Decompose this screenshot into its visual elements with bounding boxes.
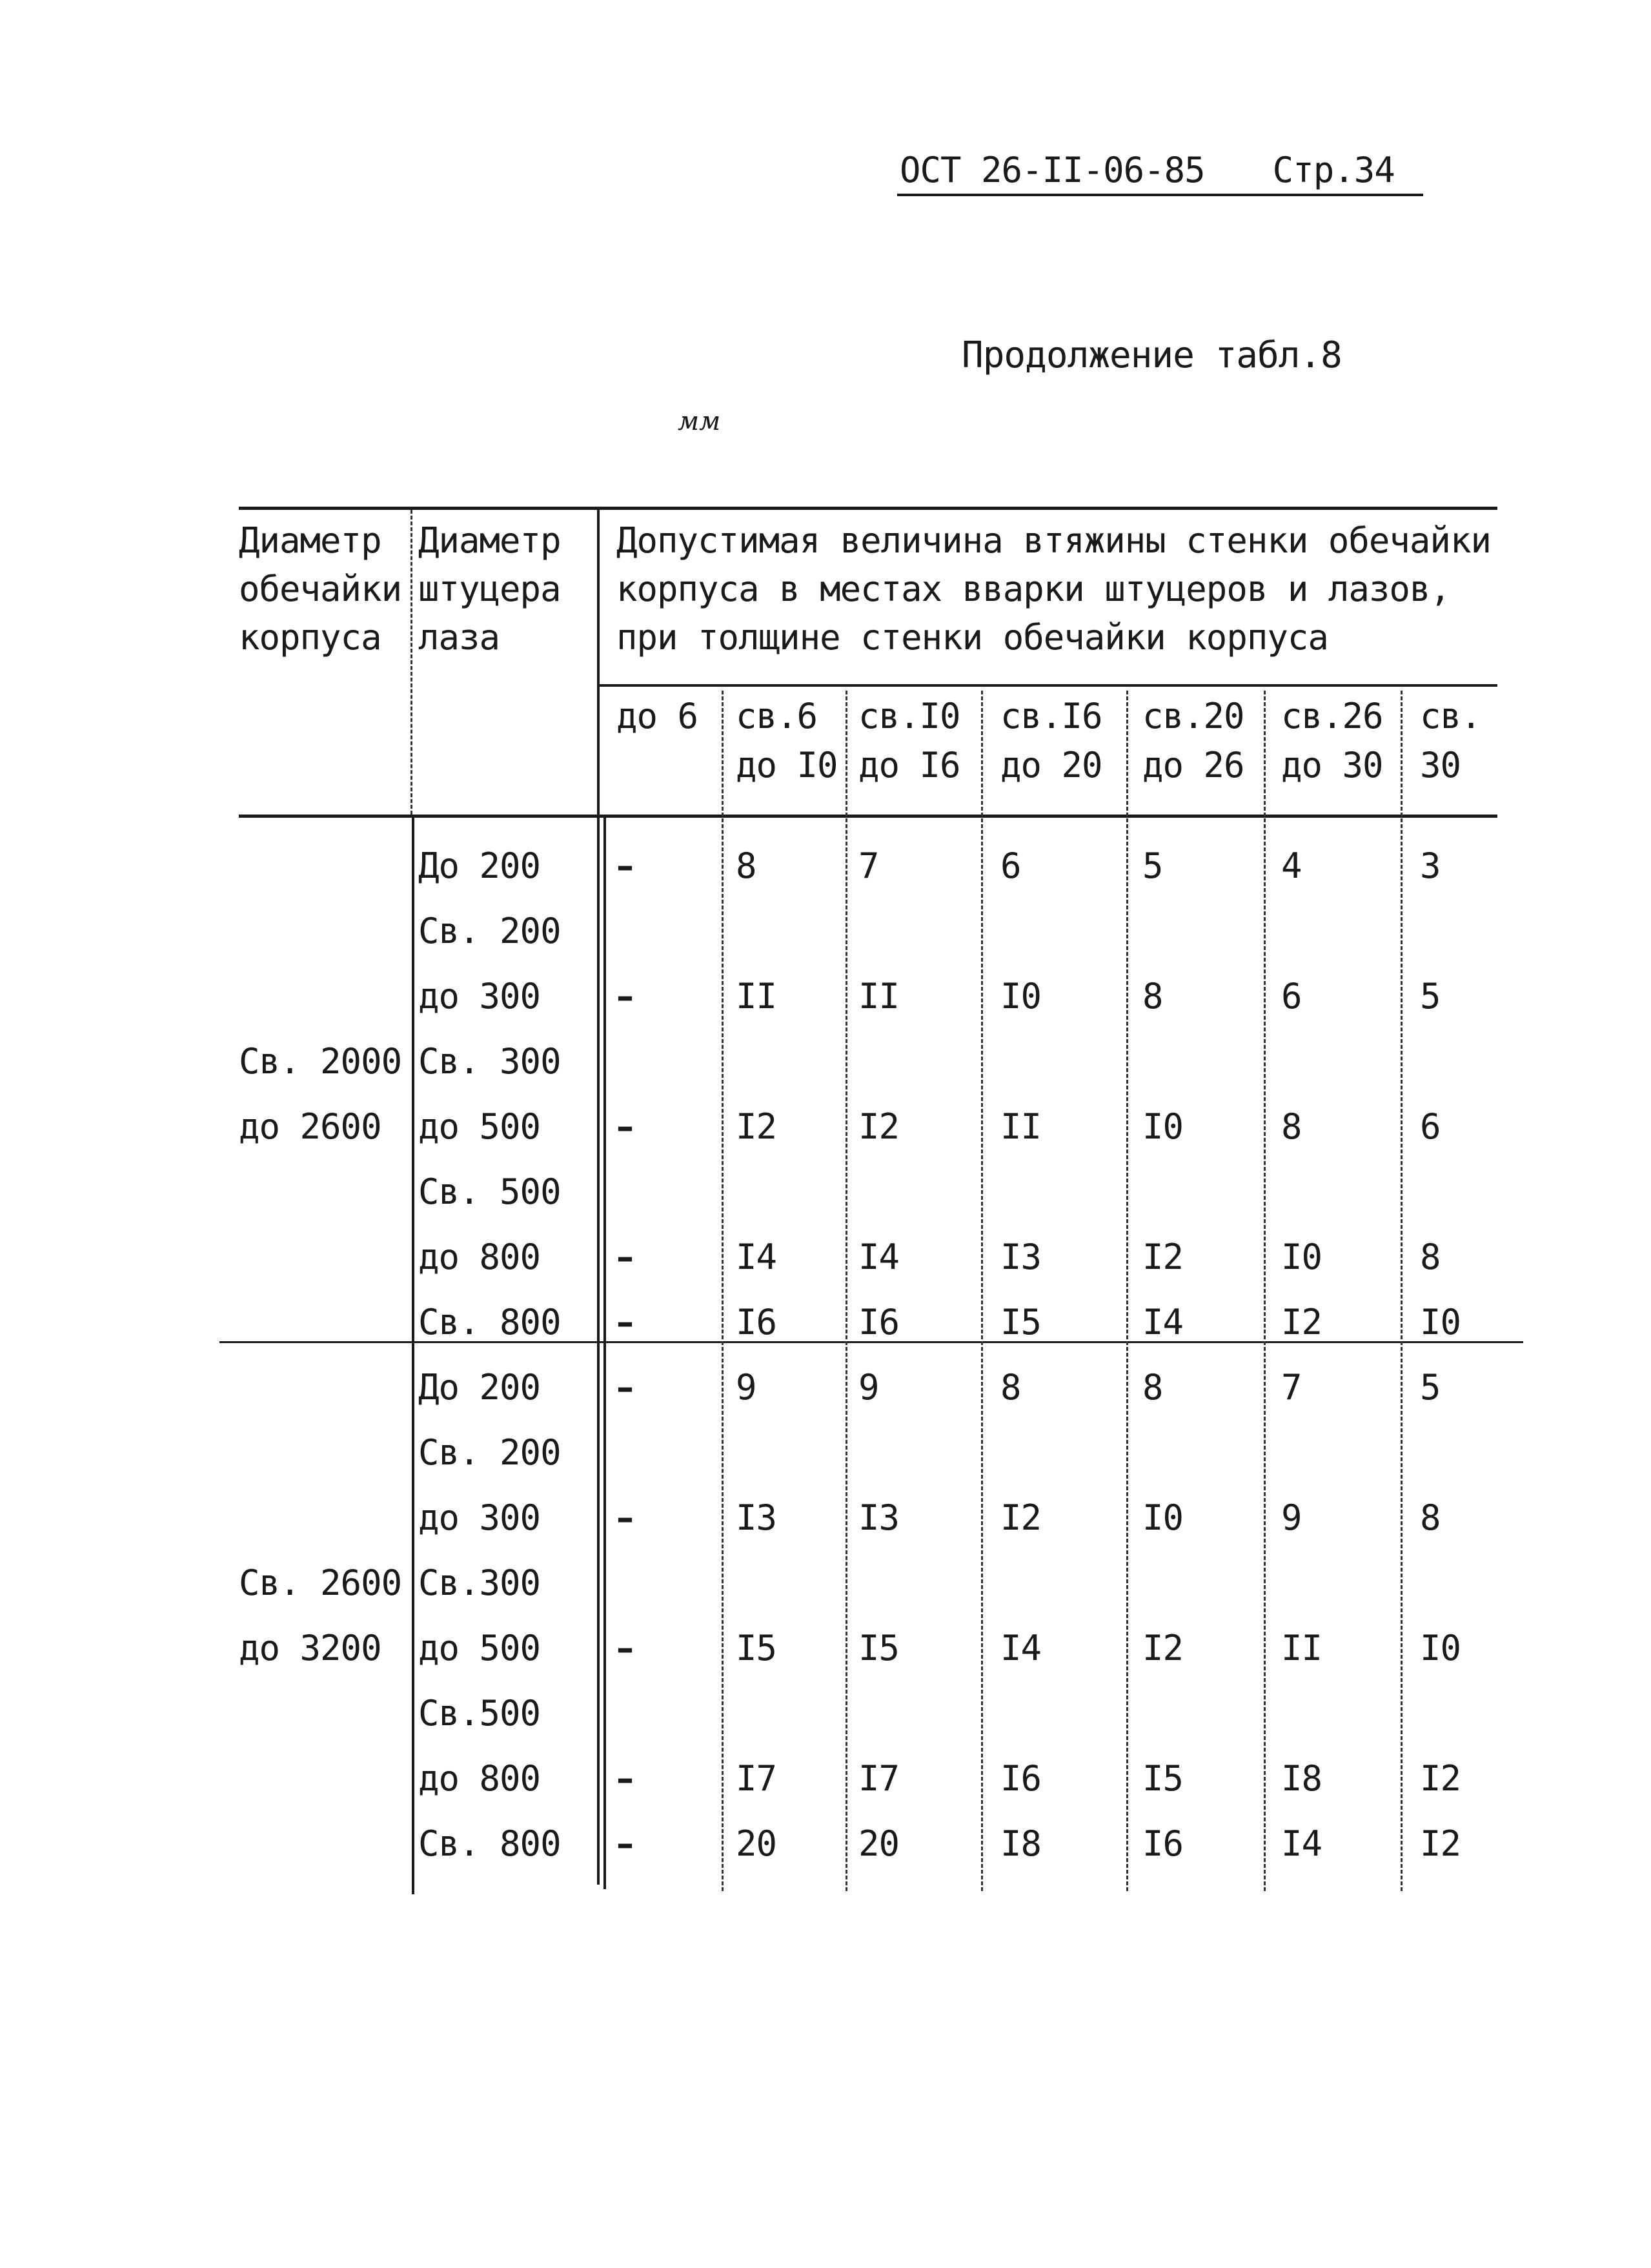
table-cell-g2-r5-c4: I8	[1000, 1823, 1042, 1864]
table-cell-g2-r4-c6: I8	[1281, 1758, 1322, 1799]
nozzle-diameter-g1-r4: Св. 500	[418, 1171, 561, 1212]
thickness-header-1-line-1: до 6	[616, 696, 698, 736]
header-nozzle-diameter: Диаметр штуцера лаза	[418, 520, 561, 658]
page-header	[900, 150, 1395, 190]
table-cell-g2-r3-c2: I5	[736, 1628, 777, 1668]
table-cell-g1-r2-c1: –	[616, 976, 633, 1017]
header-tolerance: Допустимая величина втяжины стенки обечайки корпуса в местах вварки штуцеров и лазов, при толщине стенки обечайки корпуса	[616, 520, 1491, 658]
table-cell-g1-r4-c7: 8	[1420, 1237, 1441, 1277]
table-cell-g2-r2-c5: I0	[1142, 1497, 1184, 1538]
nozzle-diameter-g1-r3: до 500	[418, 1106, 541, 1147]
table-cell-g1-r3-c6: 8	[1281, 1106, 1302, 1147]
nozzle-diameter-g1-r4: до 800	[418, 1237, 541, 1277]
header-shell-diameter: Диаметр обечайки корпуса	[239, 520, 402, 658]
nozzle-diameter-g1-r3: Св. 300	[418, 1041, 561, 1082]
table-cell-g1-r3-c7: 6	[1420, 1106, 1441, 1147]
table-cell-g1-r5-c3: I6	[858, 1302, 900, 1342]
table-cell-g2-r1-c4: 8	[1000, 1367, 1021, 1408]
table-cell-g1-r1-c5: 5	[1142, 845, 1163, 886]
table-cell-g2-r2-c1: –	[616, 1497, 633, 1538]
table-cell-g1-r4-c6: I0	[1281, 1237, 1322, 1277]
header-underline	[897, 194, 1423, 196]
table-cell-g2-r2-c2: I3	[736, 1497, 777, 1538]
table-cell-g2-r4-c5: I5	[1142, 1758, 1184, 1799]
table-cell-g2-r5-c3: 20	[858, 1823, 900, 1864]
table-cell-g1-r3-c1: –	[616, 1106, 633, 1147]
thickness-col-divider-1	[722, 691, 724, 1891]
table-cell-g2-r3-c1: –	[616, 1628, 633, 1668]
nozzle-diameter-g1-r1: До 200	[418, 845, 541, 886]
thickness-header-5-line-1: св.20	[1142, 696, 1244, 736]
thickness-col-divider-2	[846, 691, 847, 1891]
table-cell-g2-r1-c3: 9	[858, 1367, 879, 1408]
shell-diameter-g1-line-2: до 2600	[239, 1106, 381, 1147]
thickness-header-7-line-1: св.	[1420, 696, 1481, 736]
table-cell-g1-r1-c7: 3	[1420, 845, 1441, 886]
table-cell-g1-r4-c3: I4	[858, 1237, 900, 1277]
table-cell-g2-r4-c1: –	[616, 1758, 633, 1799]
table-cell-g1-r2-c5: 8	[1142, 976, 1163, 1017]
thickness-header-6-line-2: до 30	[1281, 745, 1383, 785]
table-cell-g1-r3-c2: I2	[736, 1106, 777, 1147]
thickness-header-2-line-1: св.6	[736, 696, 818, 736]
table-cell-g1-r1-c3: 7	[858, 845, 879, 886]
table-cell-g1-r1-c4: 6	[1000, 845, 1021, 886]
thickness-col-divider-5	[1264, 691, 1266, 1891]
col-divider-main	[597, 507, 600, 1885]
table-cell-g1-r2-c7: 5	[1420, 976, 1441, 1017]
table-cell-g2-r1-c2: 9	[736, 1367, 756, 1408]
table-cell-g1-r1-c2: 8	[736, 845, 756, 886]
table-cell-g2-r2-c4: I2	[1000, 1497, 1042, 1538]
nozzle-diameter-g2-r2: Св. 200	[418, 1432, 561, 1473]
table-cell-g2-r4-c3: I7	[858, 1758, 900, 1799]
table-cell-g2-r5-c1: –	[616, 1823, 633, 1864]
table-cell-g1-r5-c4: I5	[1000, 1302, 1042, 1342]
shell-diameter-g1-line-1: Св. 2000	[239, 1041, 402, 1082]
table-cell-g2-r2-c7: 8	[1420, 1497, 1441, 1538]
table-cell-g2-r3-c3: I5	[858, 1628, 900, 1668]
nozzle-diameter-g2-r2: до 300	[418, 1497, 541, 1538]
table-cell-g1-r4-c2: I4	[736, 1237, 777, 1277]
table-cell-g2-r5-c7: I2	[1420, 1823, 1461, 1864]
table-cell-g2-r4-c7: I2	[1420, 1758, 1461, 1799]
table-cell-g2-r1-c1: –	[616, 1367, 633, 1408]
table-cell-g2-r1-c6: 7	[1281, 1367, 1302, 1408]
table-cell-g1-r2-c2: II	[736, 976, 777, 1017]
table-cell-g2-r1-c5: 8	[1142, 1367, 1163, 1408]
thickness-header-7-line-2: 30	[1420, 745, 1461, 785]
table-cell-g1-r5-c1: –	[616, 1302, 633, 1342]
col-divider-nozzle	[412, 818, 414, 1894]
table-cell-g1-r3-c4: II	[1000, 1106, 1042, 1147]
table-continuation-title: Продолжение табл.8	[962, 334, 1342, 376]
table-cell-g1-r2-c3: II	[858, 976, 900, 1017]
table-cell-g2-r5-c5: I6	[1142, 1823, 1184, 1864]
table-cell-g2-r5-c2: 20	[736, 1823, 777, 1864]
nozzle-diameter-g2-r4: Св.500	[418, 1693, 541, 1734]
units-label: мм	[678, 407, 721, 436]
table-cell-g1-r5-c6: I2	[1281, 1302, 1322, 1342]
table-cell-g1-r4-c5: I2	[1142, 1237, 1184, 1277]
nozzle-diameter-g2-r1: До 200	[418, 1367, 541, 1408]
subheader-rule	[597, 684, 1497, 687]
nozzle-diameter-g1-r2: до 300	[418, 976, 541, 1017]
table-cell-g2-r4-c4: I6	[1000, 1758, 1042, 1799]
table-cell-g1-r4-c1: –	[616, 1237, 633, 1277]
table-top-rule	[239, 507, 1497, 510]
table-cell-g1-r1-c6: 4	[1281, 845, 1302, 886]
col-divider-dash	[603, 818, 606, 1889]
table-cell-g2-r3-c4: I4	[1000, 1628, 1042, 1668]
nozzle-diameter-g1-r5: Св. 800	[418, 1302, 561, 1342]
thickness-col-divider-3	[981, 691, 983, 1891]
thickness-header-4-line-1: св.I6	[1000, 696, 1102, 736]
table-cell-g2-r2-c6: 9	[1281, 1497, 1302, 1538]
thickness-header-2-line-2: до I0	[736, 745, 838, 785]
shell-diameter-g2-line-1: Св. 2600	[239, 1563, 402, 1603]
nozzle-diameter-g2-r3: до 500	[418, 1628, 541, 1668]
table-cell-g2-r2-c3: I3	[858, 1497, 900, 1538]
table-cell-g2-r3-c7: I0	[1420, 1628, 1461, 1668]
table-cell-g1-r5-c7: I0	[1420, 1302, 1461, 1342]
table-cell-g2-r1-c7: 5	[1420, 1367, 1441, 1408]
thickness-col-divider-4	[1126, 691, 1128, 1891]
thickness-header-6-line-1: св.26	[1281, 696, 1383, 736]
standard-number: ОСТ 26-II-06-85	[900, 150, 1205, 190]
nozzle-diameter-g2-r3: Св.300	[418, 1563, 541, 1603]
thickness-header-3-line-1: св.I0	[858, 696, 960, 736]
nozzle-diameter-g2-r4: до 800	[418, 1758, 541, 1799]
table-cell-g1-r1-c1: –	[616, 845, 633, 886]
shell-diameter-g2-line-2: до 3200	[239, 1628, 381, 1668]
nozzle-diameter-g1-r2: Св. 200	[418, 911, 561, 951]
col-divider-header-1	[410, 510, 412, 815]
table-cell-g1-r2-c6: 6	[1281, 976, 1302, 1017]
thickness-header-3-line-2: до I6	[858, 745, 960, 785]
table-cell-g1-r4-c4: I3	[1000, 1237, 1042, 1277]
table-cell-g2-r3-c5: I2	[1142, 1628, 1184, 1668]
thickness-col-divider-6	[1401, 691, 1403, 1891]
table-cell-g1-r5-c5: I4	[1142, 1302, 1184, 1342]
table-cell-g1-r2-c4: I0	[1000, 976, 1042, 1017]
header-bottom-rule	[239, 815, 1497, 818]
table-cell-g2-r5-c6: I4	[1281, 1823, 1322, 1864]
page-number: Стр.34	[1272, 150, 1395, 190]
table-cell-g1-r3-c5: I0	[1142, 1106, 1184, 1147]
thickness-header-4-line-2: до 20	[1000, 745, 1102, 785]
table-cell-g2-r4-c2: I7	[736, 1758, 777, 1799]
table-cell-g1-r5-c2: I6	[736, 1302, 777, 1342]
nozzle-diameter-g2-r5: Св. 800	[418, 1823, 561, 1864]
thickness-header-5-line-2: до 26	[1142, 745, 1244, 785]
table-cell-g1-r3-c3: I2	[858, 1106, 900, 1147]
table-cell-g2-r3-c6: II	[1281, 1628, 1322, 1668]
